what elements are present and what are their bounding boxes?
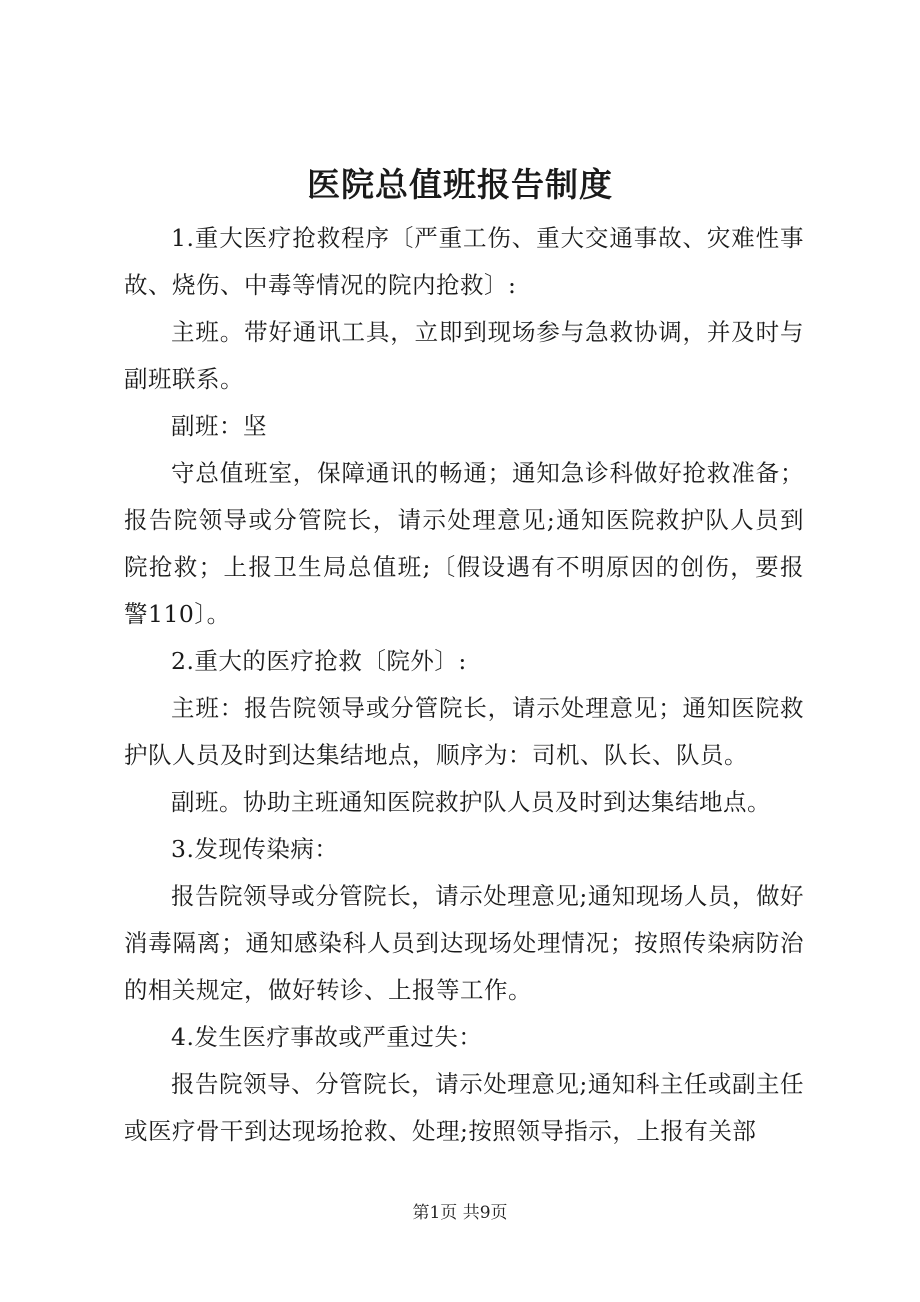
paragraph-9: 报告院领导或分管院长，请示处理意见;通知现场人员，做好消毒隔离；通知感染科人员到达现场处理情况；按照传染病防治的相关规定，做好转诊、上报等工作。 — [124, 882, 804, 1004]
document-body — [124, 215, 804, 1155]
paragraph-4: 守总值班室，保障通讯的畅通；通知急诊科做好抢救准备；报告院领导或分管院长，请示处理意见;通知医院救护队人员到院抢救；上报卫生局总值班;〔假设遇有不明原因的创伤，要报警110〕。 — [124, 459, 804, 628]
paragraph-3: 副班：坚 — [171, 412, 267, 440]
paragraph-8: 3.发现传染病： — [171, 835, 339, 863]
page-number-footer: 第1页 共9页 — [412, 1203, 508, 1223]
paragraph-2: 主班。带好通讯工具，立即到现场参与急救协调，并及时与副班联系。 — [124, 318, 804, 393]
document-title: 医院总值班报告制度 — [307, 165, 613, 204]
paragraph-1: 1.重大医疗抢救程序〔严重工伤、重大交通事故、灾难性事故、烧伤、中毒等情况的院内抢救〕: — [124, 224, 804, 299]
paragraph-6: 主班：报告院领导或分管院长，请示处理意见；通知医院救护队人员及时到达集结地点，顺序为：司机、队长、队员。 — [124, 694, 804, 769]
paragraph-11: 报告院领导、分管院长，请示处理意见;通知科主任或副主任或医疗骨干到达现场抢救、处理;按照领导指示，上报有关部 — [124, 1070, 804, 1145]
paragraph-7: 副班。协助主班通知医院救护队人员及时到达集结地点。 — [171, 788, 771, 816]
paragraph-10: 4.发生医疗事故或严重过失： — [171, 1023, 483, 1051]
paragraph-5: 2.重大的医疗抢救〔院外〕: — [171, 647, 467, 675]
